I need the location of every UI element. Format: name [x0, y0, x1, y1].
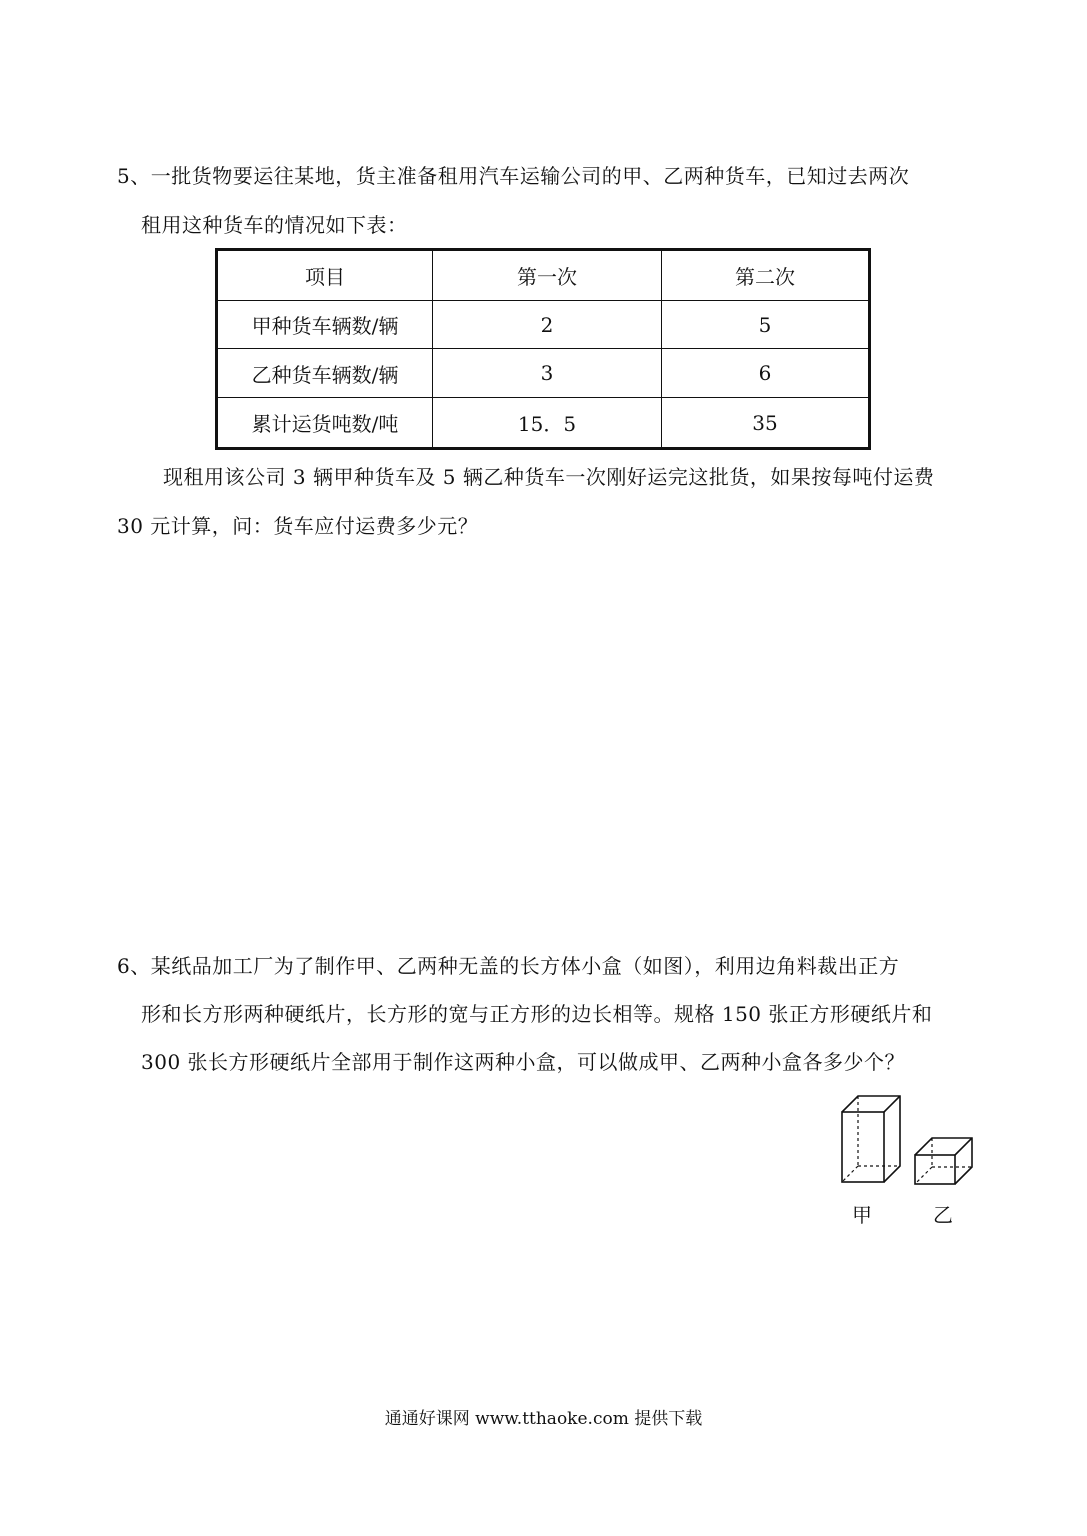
table-header-cell: 第一次: [432, 250, 661, 301]
table-row: [217, 398, 870, 449]
table-header-cell: 第二次: [661, 250, 869, 301]
table-cell: 35: [661, 398, 869, 449]
question-5-text-line-4: 30 元计算，问：货车应付运费多少元？: [117, 514, 479, 538]
page-footer: 通通好课网 www.tthaoke.com 提供下载: [384, 1409, 703, 1429]
question-6-text-line-3: 300 张长方形硬纸片全部用于制作这两种小盒，可以做成甲、乙两种小盒各多少个？: [141, 1050, 906, 1074]
table-cell: 2: [432, 300, 661, 349]
box-yi-drawing: [915, 1138, 972, 1184]
table-cell: 6: [661, 349, 869, 398]
table-cell: 乙种货车辆数/辆: [217, 349, 433, 398]
table-cell: 15．5: [432, 398, 661, 449]
truck-rental-table: [215, 248, 871, 450]
box-jia-drawing: [842, 1096, 900, 1182]
question-5-text-line-3: 现租用该公司 3 辆甲种货车及 5 辆乙种货车一次刚好运完这批货，如果按每吨付运费: [163, 465, 935, 489]
table-row: [217, 349, 870, 398]
table-cell: 3: [432, 349, 661, 398]
box-jia-label: 甲: [852, 1203, 872, 1227]
box-yi-label: 乙: [933, 1203, 953, 1227]
question-6-text-line-2: 形和长方形两种硬纸片，长方形的宽与正方形的边长相等。规格 150 张正方形硬纸片和: [141, 1002, 933, 1026]
table-header-row: [217, 250, 870, 301]
table-cell: 5: [661, 300, 869, 349]
table-cell: 甲种货车辆数/辆: [217, 300, 433, 349]
table-header-cell: 项目: [217, 250, 433, 301]
question-5-text-line-1: 5、一批货物要运往某地，货主准备租用汽车运输公司的甲、乙两种货车，已知过去两次: [117, 164, 910, 188]
question-5-text-line-2: 租用这种货车的情况如下表：: [141, 213, 408, 237]
table-cell: 累计运货吨数/吨: [217, 398, 433, 449]
boxes-figure: [836, 1092, 978, 1192]
table-row: [217, 300, 870, 349]
question-6-text-line-1: 6、某纸品加工厂为了制作甲、乙两种无盖的长方体小盒（如图），利用边角料裁出正方: [117, 954, 900, 978]
